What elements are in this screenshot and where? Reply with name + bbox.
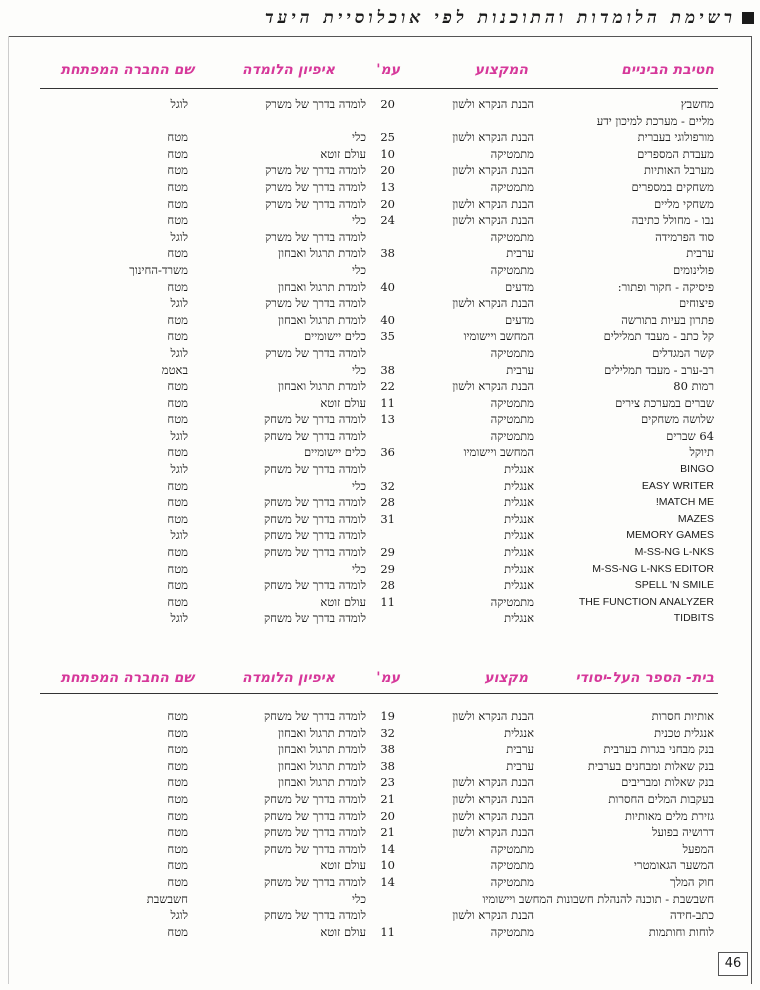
cell-company: מטח (167, 179, 188, 194)
cell-company: מטח (167, 594, 188, 609)
cell-page: 35 (380, 329, 395, 344)
table-row (0, 808, 760, 825)
cell-title: שברים במערכת צירים (615, 395, 714, 410)
cell-subject: הבנת הנקרא ולשון (452, 709, 534, 723)
cell-subject: אנגלית (504, 511, 534, 526)
table-row (0, 791, 760, 808)
cell-page: 40 (380, 312, 395, 327)
table-row (0, 907, 760, 924)
table-row (0, 857, 760, 874)
cell-company: מטח (167, 874, 188, 889)
cell-company: מטח (167, 213, 188, 228)
cell-company: מטח (167, 511, 188, 526)
cell-subject: הבנת הנקרא ולשון (452, 791, 534, 806)
cell-type: לומדת תרגול ואבחון (278, 725, 366, 740)
cell-type: לומדה בדרך של משחק (263, 578, 366, 593)
cell-type: לומדה בדרך של משרק (265, 163, 366, 178)
cell-type: כלים יישומיים (304, 445, 366, 460)
cell-page: 28 (380, 495, 395, 510)
cell-title: ערבית (686, 246, 714, 261)
cell-page: 22 (380, 379, 395, 394)
cell-type: לומדת תרגול ואבחון (278, 758, 366, 773)
cell-company: מטח (167, 825, 188, 840)
cell-company: חשבשבת (146, 891, 188, 906)
cell-title: רמות 80 (673, 379, 714, 394)
cell-type: לומדה בדרך של משחק (263, 791, 366, 806)
cell-company: לוגל (170, 611, 188, 626)
cell-subject: ערבית (506, 742, 534, 757)
cell-title: לוחות וחותמות (648, 924, 714, 939)
cell-title: המפעל (682, 841, 714, 856)
column-header-page: עמ' (376, 670, 400, 686)
column-header-page: עמ' (376, 62, 400, 78)
cell-title: פתרון בעיות בתורשה (621, 312, 714, 327)
cell-page: 23 (380, 775, 395, 790)
cell-type: לומדה בדרך של משחק (263, 412, 366, 427)
cell-title: אותיות חסרות (651, 709, 714, 723)
cell-title: MAZES (677, 512, 714, 525)
cell-title: רב-ערב - מעבד תמלילים (604, 362, 714, 377)
cell-title: SPELL 'N SMILE (634, 579, 714, 592)
cell-type: עולם זוטא (320, 858, 366, 873)
cell-type: כלי (351, 362, 366, 377)
table-row (0, 328, 760, 345)
cell-page: 31 (380, 511, 395, 526)
cell-subject: המחשב ויישומיו (463, 445, 534, 460)
cell-subject: ערבית (506, 758, 534, 773)
table-row (0, 741, 760, 758)
cell-company: מטח (167, 478, 188, 493)
cell-type: כלים יישומיים (304, 329, 366, 344)
cell-title: קל כתב - מעבד תמלילים (603, 329, 714, 344)
cell-page: 20 (380, 808, 395, 823)
cell-type: לומדה בדרך של משחק (263, 462, 366, 477)
cell-title: MATCH ME! (655, 496, 714, 509)
table-row (0, 196, 760, 213)
cell-page: 32 (380, 725, 395, 740)
cell-type: כלי (351, 891, 366, 906)
cell-type: לומדת תרגול ואבחון (278, 246, 366, 261)
cell-subject: אנגלית (504, 725, 534, 740)
table-row (0, 594, 760, 611)
table-row (0, 577, 760, 594)
cell-type: כלי (351, 213, 366, 228)
cell-page: 38 (380, 246, 395, 261)
cell-title: בנק שאלות ומבריבים (621, 775, 714, 790)
cell-type: לומדה בדרך של משחק (263, 825, 366, 840)
cell-page: 20 (380, 163, 395, 178)
cell-subject: מתמטיקה (490, 262, 534, 277)
cell-type: לומדה בדרך של משרק (265, 229, 366, 244)
table-row (0, 708, 760, 725)
cell-subject: הבנת הנקרא ולשון (452, 163, 534, 178)
cell-company: לוגל (170, 462, 188, 477)
cell-title: פיסיקה - חקור ופתור: (617, 279, 714, 294)
cell-page: 25 (380, 130, 395, 145)
section-1-header-rule (40, 88, 718, 89)
table-row (0, 444, 760, 461)
table-row (0, 841, 760, 858)
cell-type: עולם זוטא (320, 594, 366, 609)
cell-subject: מתמטיקה (490, 345, 534, 360)
cell-subject: הבנת הנקרא ולשון (452, 196, 534, 211)
table-row (0, 146, 760, 163)
cell-type: לומדה בדרך של משרק (265, 345, 366, 360)
cell-title: שלושה משחקים (641, 412, 714, 427)
table-row (0, 129, 760, 146)
cell-title: פולינומים (672, 262, 714, 277)
title-bullet-icon (742, 12, 754, 24)
cell-type: לומדה בדרך של משחק (263, 908, 366, 923)
cell-type: לומדה בדרך של משחק (263, 428, 366, 443)
cell-subject: המחשב ויישומיו (463, 329, 534, 344)
cell-type: לומדה בדרך של משרק (265, 296, 366, 311)
cell-page: 10 (380, 146, 395, 161)
cell-company: מטח (167, 725, 188, 740)
page-title: רשימת הלומדות והתוכנות לפי אוכלוסיית היעד (264, 8, 736, 28)
table-row (0, 113, 760, 130)
cell-company: מטח (167, 841, 188, 856)
column-header-company: שם החברה המפתחת (60, 670, 194, 686)
cell-company: לוגל (170, 528, 188, 543)
cell-type: כלי (351, 478, 366, 493)
cell-subject: מתמטיקה (490, 428, 534, 443)
cell-company: לוגל (170, 296, 188, 311)
cell-company: מטח (167, 395, 188, 410)
column-header-subject: המקצוע (474, 62, 528, 78)
section-2-rows (0, 708, 760, 940)
cell-company: מטח (167, 775, 188, 790)
cell-company: מטח (167, 791, 188, 806)
column-header-title: בית- הספר העל-יסודי (575, 670, 714, 686)
cell-title: מורפולוגי בעברית (637, 130, 714, 145)
cell-type: לומדה בדרך של משחק (263, 709, 366, 723)
cell-company: באטמ (161, 362, 188, 377)
column-header-type: איפיון הלומדה (241, 670, 335, 686)
cell-type: לומדת תרגול ואבחון (278, 775, 366, 790)
cell-company: לוגל (170, 908, 188, 923)
cell-page: 21 (380, 825, 395, 840)
cell-title: דרושיה בפועל (652, 825, 714, 840)
cell-page: 11 (380, 594, 395, 609)
cell-subject: אנגלית (504, 478, 534, 493)
cell-page: 20 (380, 97, 395, 111)
cell-type: עולם זוטא (320, 146, 366, 161)
table-row (0, 824, 760, 841)
cell-company: לוגל (170, 229, 188, 244)
cell-company: מטח (167, 312, 188, 327)
table-row (0, 345, 760, 362)
cell-company: מטח (167, 709, 188, 723)
cell-type: לומדה בדרך של משחק (263, 808, 366, 823)
cell-subject: הבנת הנקרא ולשון (452, 379, 534, 394)
cell-company: מטח (167, 412, 188, 427)
cell-subject: אנגלית (504, 462, 534, 477)
table-row (0, 478, 760, 495)
cell-page: 20 (380, 196, 395, 211)
cell-title: חוק המלך (669, 874, 714, 889)
table-row (0, 262, 760, 279)
table-row (0, 295, 760, 312)
cell-page: 38 (380, 758, 395, 773)
cell-page: 11 (380, 395, 395, 410)
cell-company: מטח (167, 578, 188, 593)
cell-subject: מתמטיקה (490, 924, 534, 939)
frame-top-rule (8, 36, 752, 37)
cell-page: 38 (380, 362, 395, 377)
cell-subject: אנגלית (504, 611, 534, 626)
cell-subject: הבנת הנקרא ולשון (452, 808, 534, 823)
cell-company: מטח (167, 329, 188, 344)
column-header-title: חטיבת הביניים (621, 62, 714, 78)
cell-type: לומדת תרגול ואבחון (278, 742, 366, 757)
table-row (0, 494, 760, 511)
table-row (0, 428, 760, 445)
cell-page: 40 (380, 279, 395, 294)
cell-type: לומדה בדרך של משרק (265, 179, 366, 194)
cell-subject: הבנת הנקרא ולשון (452, 97, 534, 111)
table-row (0, 891, 760, 908)
cell-subject: מתמטיקה (490, 858, 534, 873)
table-row (0, 725, 760, 742)
cell-company: מטח (167, 808, 188, 823)
table-row (0, 162, 760, 179)
cell-company: מטח (167, 146, 188, 161)
cell-company: מטח (167, 130, 188, 145)
cell-page: 11 (380, 924, 395, 939)
section-2-header-rule (40, 693, 718, 694)
cell-type: עולם זוטא (320, 395, 366, 410)
cell-subject: ערבית (506, 362, 534, 377)
cell-company: משרד-החינוך (129, 262, 188, 277)
cell-title: מערבל האותיות (644, 163, 714, 178)
cell-type: לומדה בדרך של משחק (263, 528, 366, 543)
cell-company: מטח (167, 445, 188, 460)
cell-company: מטח (167, 279, 188, 294)
cell-title: TIDBITS (673, 612, 714, 625)
cell-subject: מתמטיקה (490, 179, 534, 194)
cell-title: EASY WRITER (641, 479, 714, 492)
cell-title: מעבדת המספרים (637, 146, 714, 161)
table-row (0, 924, 760, 941)
cell-type: לומדת תרגול ואבחון (278, 379, 366, 394)
cell-title: בנק מבחני בגרות בערבית (603, 742, 714, 757)
table-row (0, 561, 760, 578)
cell-title: M-SS-NG L-NKS EDITOR (592, 562, 714, 575)
cell-subject: הבנת הנקרא ולשון (452, 296, 534, 311)
table-row (0, 279, 760, 296)
cell-type: לומדה בדרך של משחק (263, 495, 366, 510)
cell-type: כלי (351, 561, 366, 576)
cell-title: מליים - מערכת למיכון ידע (596, 113, 714, 128)
cell-page: 14 (380, 841, 395, 856)
cell-subject: הבנת הנקרא ולשון (452, 825, 534, 840)
cell-subject: אנגלית (504, 495, 534, 510)
cell-subject: ערבית (506, 246, 534, 261)
cell-type: לומדה בדרך של משרק (265, 97, 366, 111)
cell-company: לוגל (170, 345, 188, 360)
table-row (0, 461, 760, 478)
cell-company: מטח (167, 545, 188, 560)
cell-subject: הבנת הנקרא ולשון (452, 213, 534, 228)
cell-title: סוד הפרמידה (655, 229, 714, 244)
cell-type: לומדה בדרך של משחק (263, 511, 366, 526)
cell-type: כלי (351, 262, 366, 277)
table-row (0, 774, 760, 791)
cell-type: כלי (351, 130, 366, 145)
cell-type: לומדה בדרך של משחק (263, 841, 366, 856)
cell-type: לומדה בדרך של משחק (263, 545, 366, 560)
cell-page: 38 (380, 742, 395, 757)
cell-type: לומדת תרגול ואבחון (278, 279, 366, 294)
cell-title: חשבשבת - תוכנה להנהלת חשבונות המחשב ויישומיו (482, 891, 714, 906)
cell-page: 10 (380, 858, 395, 873)
cell-title: M-SS-NG L-NKS (634, 546, 714, 559)
cell-subject: הבנת הנקרא ולשון (452, 130, 534, 145)
cell-title: קשר המגדלים (652, 345, 714, 360)
cell-subject: אנגלית (504, 578, 534, 593)
cell-page: 13 (380, 179, 395, 194)
cell-page: 32 (380, 478, 395, 493)
cell-title: פיצוחים (678, 296, 714, 311)
page-number: 46 (718, 952, 748, 976)
table-row (0, 610, 760, 627)
table-row (0, 758, 760, 775)
table-row (0, 245, 760, 262)
cell-company: מטח (167, 858, 188, 873)
cell-title: בנק שאלות ומבחנים בערבית (587, 758, 714, 773)
column-header-subject: מקצוע (484, 670, 528, 686)
cell-title: THE FUNCTION ANALYZER (578, 595, 714, 608)
cell-subject: מדעים (504, 312, 534, 327)
table-row (0, 179, 760, 196)
cell-company: מטח (167, 758, 188, 773)
table-row (0, 96, 760, 113)
cell-type: לומדה בדרך של משחק (263, 874, 366, 889)
cell-company: לוגל (170, 97, 188, 111)
table-row (0, 362, 760, 379)
cell-company: מטח (167, 561, 188, 576)
cell-company: מטח (167, 196, 188, 211)
cell-subject: מתמטיקה (490, 412, 534, 427)
cell-subject: אנגלית (504, 528, 534, 543)
table-row (0, 544, 760, 561)
cell-type: לומדת תרגול ואבחון (278, 312, 366, 327)
cell-subject: הבנת הנקרא ולשון (452, 908, 534, 923)
cell-title: נבו - מחולל כתיבה (631, 213, 714, 228)
cell-page: 24 (380, 213, 395, 228)
cell-page: 28 (380, 578, 395, 593)
table-row (0, 229, 760, 246)
cell-company: מטח (167, 495, 188, 510)
cell-title: BINGO (680, 463, 714, 476)
cell-page: 14 (380, 874, 395, 889)
cell-title: אנגלית טכנית (654, 725, 714, 740)
cell-page: 19 (380, 709, 395, 723)
cell-subject: מתמטיקה (490, 395, 534, 410)
column-header-type: איפיון הלומדה (241, 62, 335, 78)
table-row (0, 312, 760, 329)
cell-company: מטח (167, 742, 188, 757)
cell-page: 21 (380, 791, 395, 806)
cell-title: תיוקל (689, 445, 714, 460)
table-row (0, 874, 760, 891)
cell-title: משחקים במספרים (631, 179, 714, 194)
cell-page: 29 (380, 545, 395, 560)
cell-title: בעקבות המלים החסרות (608, 791, 714, 806)
section-2-header (0, 670, 760, 690)
cell-title: 64 שברים (666, 428, 714, 443)
cell-title: מחשבץ (680, 97, 714, 111)
table-row (0, 527, 760, 544)
cell-subject: אנגלית (504, 561, 534, 576)
column-header-company: שם החברה המפתחת (60, 62, 194, 78)
cell-subject: מתמטיקה (490, 841, 534, 856)
cell-type: עולם זוטא (320, 924, 366, 939)
cell-subject: הבנת הנקרא ולשון (452, 775, 534, 790)
table-row (0, 411, 760, 428)
table-row (0, 511, 760, 528)
section-1-rows (0, 96, 760, 627)
table-row (0, 395, 760, 412)
cell-company: לוגל (170, 428, 188, 443)
cell-page: 13 (380, 412, 395, 427)
cell-company: מטח (167, 924, 188, 939)
cell-type: לומדה בדרך של משרק (265, 196, 366, 211)
cell-page: 29 (380, 561, 395, 576)
table-row (0, 212, 760, 229)
cell-title: המשער הגאומטרי (633, 858, 714, 873)
cell-subject: מדעים (504, 279, 534, 294)
cell-title: גזירת מלים מאותיות (624, 808, 714, 823)
cell-subject: אנגלית (504, 545, 534, 560)
cell-page: 36 (380, 445, 395, 460)
cell-subject: מתמטיקה (490, 146, 534, 161)
cell-title: MEMORY GAMES (626, 529, 714, 542)
cell-title: משחקי מליים (654, 196, 714, 211)
cell-title: כתב-חידה (669, 908, 714, 923)
cell-subject: מתמטיקה (490, 594, 534, 609)
section-1-header (0, 62, 760, 82)
table-row (0, 378, 760, 395)
cell-company: מטח (167, 246, 188, 261)
cell-type: לומדה בדרך של משחק (263, 611, 366, 626)
cell-company: מטח (167, 163, 188, 178)
cell-subject: מתמטיקה (490, 874, 534, 889)
cell-subject: מתמטיקה (490, 229, 534, 244)
cell-company: מטח (167, 379, 188, 394)
